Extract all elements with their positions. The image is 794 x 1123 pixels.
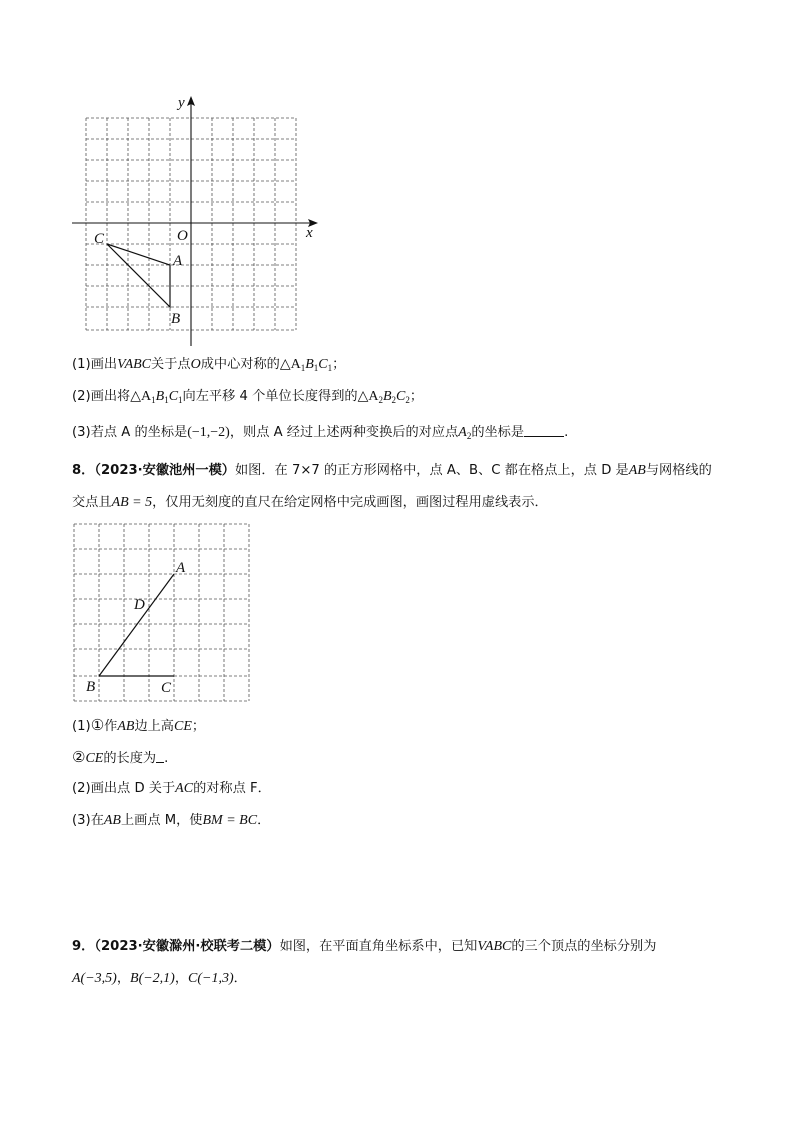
q9-stem-line1: 9．（2023·安徽滁州·校联考二模）如图，在平面直角坐标系中，已知VABC的三个顶点的坐标分别为 [72,939,657,954]
square-grid-figure [70,520,255,710]
q7-part1: (1)画出VABC关于点O成中心对称的$\triangle A_1B_1C_1$； [72,357,346,373]
origin-label: O [177,228,188,244]
point-label-C: C [94,231,105,247]
point-label-D: D [134,597,145,613]
point-label-A: A [173,253,183,269]
q8-stem-line1: 8．（2023·安徽池州一模）如图．在 7×7 的正方形网格中，点 A、B、C 都在格点上，点 D 是AB与网格线的 [72,463,712,478]
point-label-C: C [161,680,172,696]
q8-stem-line2: 交点且AB = 5，仅用无刻度的直尺在给定网格中完成画图，画图过程用虚线表示． [72,495,548,510]
q8-part3: (3)在AB上画点 M，使BM = BC． [72,813,271,828]
q7-part2: (2)画出将$\triangle A_1B_1C_1$向左平移 4 个单位长度得到的$\triangle A_2B_2C_2$； [72,389,424,405]
coordinate-grid-figure [68,90,328,350]
q8-part1-item1: (1)①作AB边上高CE； [72,716,206,734]
point-label-A: A [176,560,186,576]
q7-part3: (3)若点 A 的坐标是(−1,−2)，则点 A 经过上述两种变换后的对应点$A_2$的坐标是 . [72,425,569,441]
x-axis-label: x [306,225,313,241]
q8-part2: (2)画出点 D 关于AC的对称点 F． [72,781,271,796]
answer-blank[interactable] [156,750,164,763]
answer-blank[interactable] [524,424,564,437]
y-axis-label: y [178,95,185,111]
q9-stem-line2: A(−3,5)，B(−2,1)，C(−1,3)． [72,971,247,986]
q8-part1-item2: ②CE的长度为 . [72,748,169,766]
segment-AB [99,574,174,676]
triangle-ABC [107,244,170,307]
point-label-B: B [86,679,96,695]
point-label-B: B [171,311,181,327]
